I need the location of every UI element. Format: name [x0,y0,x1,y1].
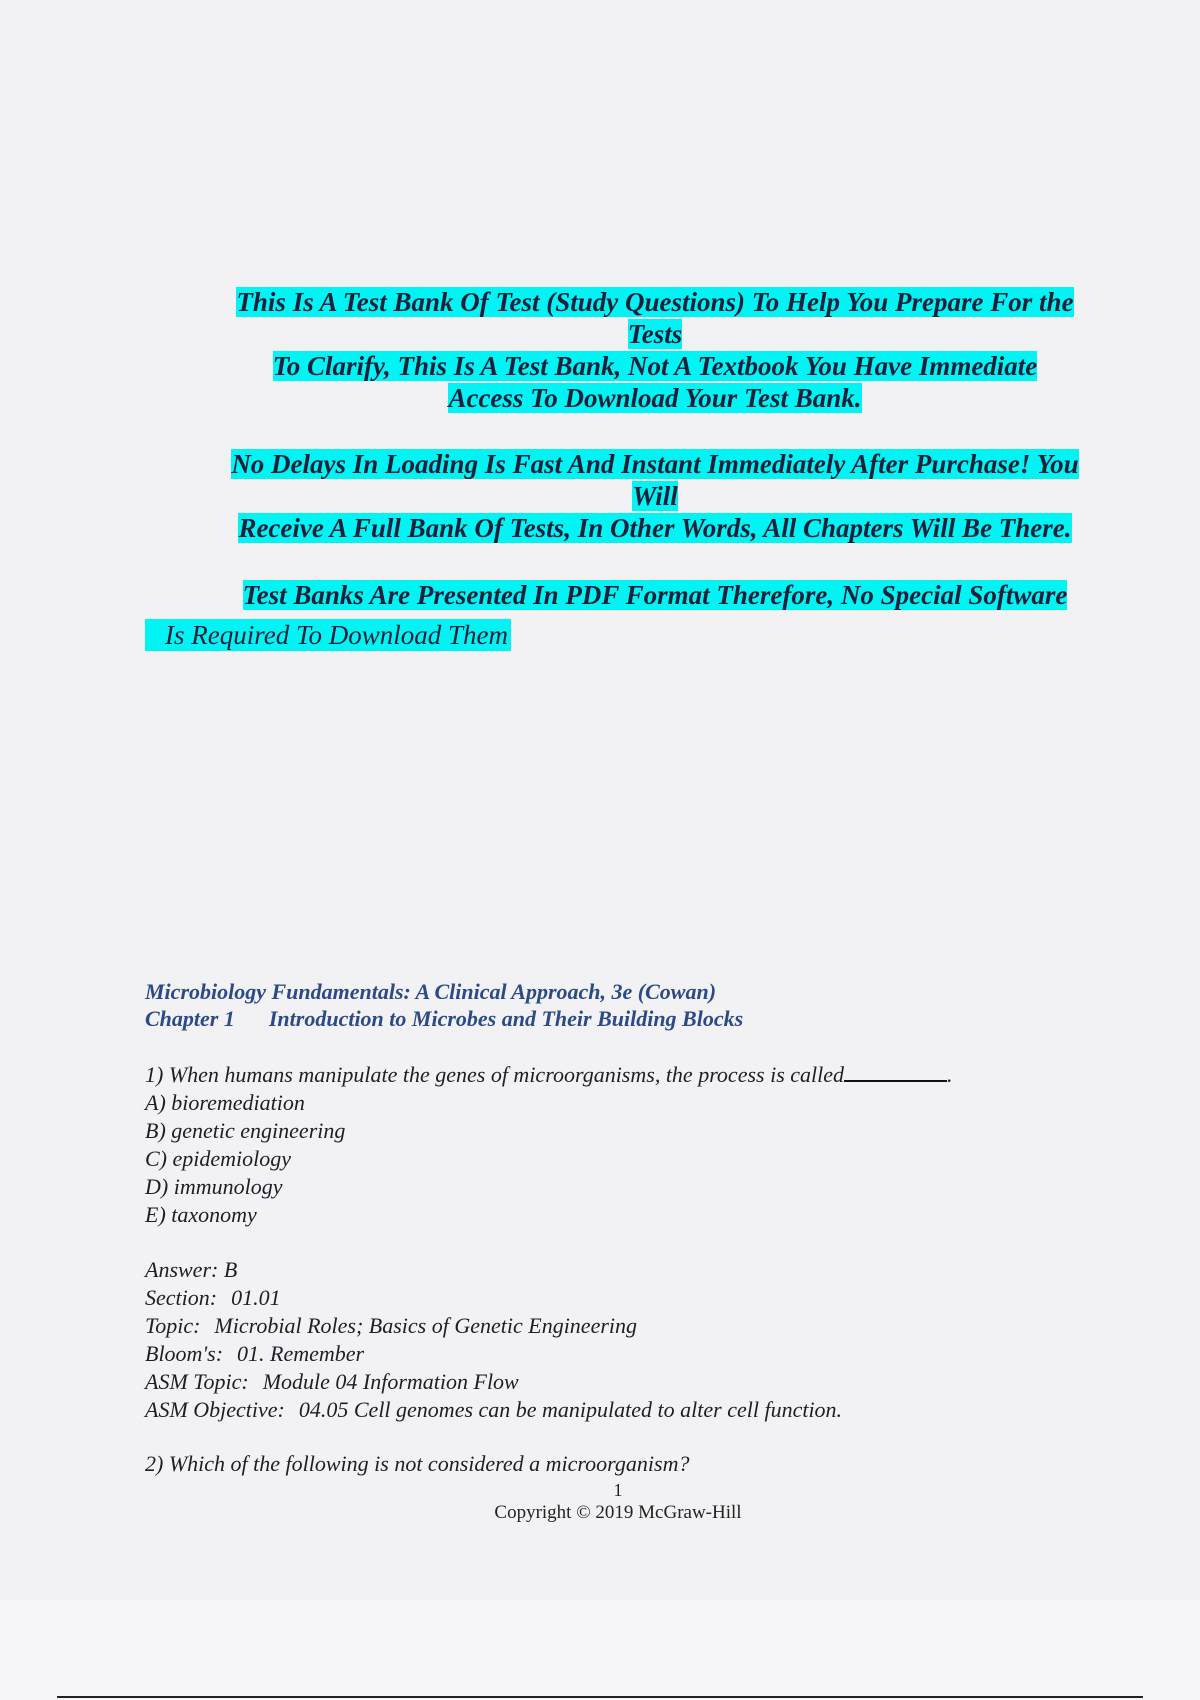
asm-objective-value: 04.05 Cell genomes can be manipulated to alter cell function. [298,1397,843,1422]
next-page-strip [0,1600,1200,1700]
question-1-choices [145,1089,345,1229]
choice-a: A) bioremediation [145,1090,305,1115]
promo-line-2: To Clarify, This Is A Test Bank, Not A Textbook You Have Immediate [272,351,1038,381]
promo-line-2b: Access To Download Your Test Bank. [448,383,862,413]
topic-label: Topic: [145,1313,201,1338]
asm-topic-row [145,1368,842,1396]
asm-objective-row [145,1396,842,1424]
choice-b: B) genetic engineering [145,1118,346,1143]
promo-line-5: Test Banks Are Presented In PDF Format Therefore, No Special Software [242,580,1068,610]
question-1-text [145,1061,953,1089]
answer-value: B [223,1257,238,1282]
promo-block-3 [200,579,1110,611]
question-1-period: . [947,1062,953,1087]
promo-line-1: This Is A Test Bank Of Test (Study Questions) To Help You Prepare For the [236,287,1074,317]
promo-line-4: Receive A Full Bank Of Tests, In Other Words, All Chapters Will Be There. [238,513,1072,543]
promo-line-3: No Delays In Loading Is Fast And Instant Immediately After Purchase! You [231,449,1079,479]
question-1-metadata [145,1256,842,1424]
promo-line-6: Is Required To Download Them [145,619,511,651]
promo-line-3b: Will [632,481,678,511]
section-row [145,1284,842,1312]
blooms-row [145,1340,842,1368]
chapter-label: Chapter 1 [145,1006,235,1031]
page-number: 1 [613,1480,623,1500]
blooms-value: 01. Remember [237,1341,365,1366]
bottom-divider [57,1696,1143,1698]
choice-d: D) immunology [145,1174,283,1199]
copyright-notice: Copyright © 2019 McGraw-Hill [494,1502,742,1523]
blooms-label: Bloom's: [145,1341,224,1366]
asm-objective-label: ASM Objective: [145,1397,285,1422]
question-2-text: 2) Which of the following is not considered a microorganism? [145,1451,690,1476]
promo-line-1b: Tests [627,319,683,349]
document-title: Microbiology Fundamentals: A Clinical Approach, 3e (Cowan) [145,979,717,1004]
chapter-heading [145,1005,743,1032]
choice-e: E) taxonomy [145,1202,257,1227]
section-value: 01.01 [231,1285,281,1310]
section-label: Section: [145,1285,218,1310]
promo-block-1 [200,286,1110,414]
question-1-prompt: 1) When humans manipulate the genes of microorganisms, the process is called [145,1062,845,1087]
chapter-name: Introduction to Microbes and Their Building Blocks [268,1006,744,1031]
topic-value: Microbial Roles; Basics of Genetic Engineering [214,1313,638,1338]
choice-c: C) epidemiology [145,1146,292,1171]
topic-row [145,1312,842,1340]
answer-row [145,1256,842,1284]
fill-in-blank [844,1062,947,1082]
asm-topic-value: Module 04 Information Flow [262,1369,519,1394]
promo-block-2 [200,448,1110,544]
answer-label: Answer: [145,1257,219,1282]
asm-topic-label: ASM Topic: [145,1369,249,1394]
